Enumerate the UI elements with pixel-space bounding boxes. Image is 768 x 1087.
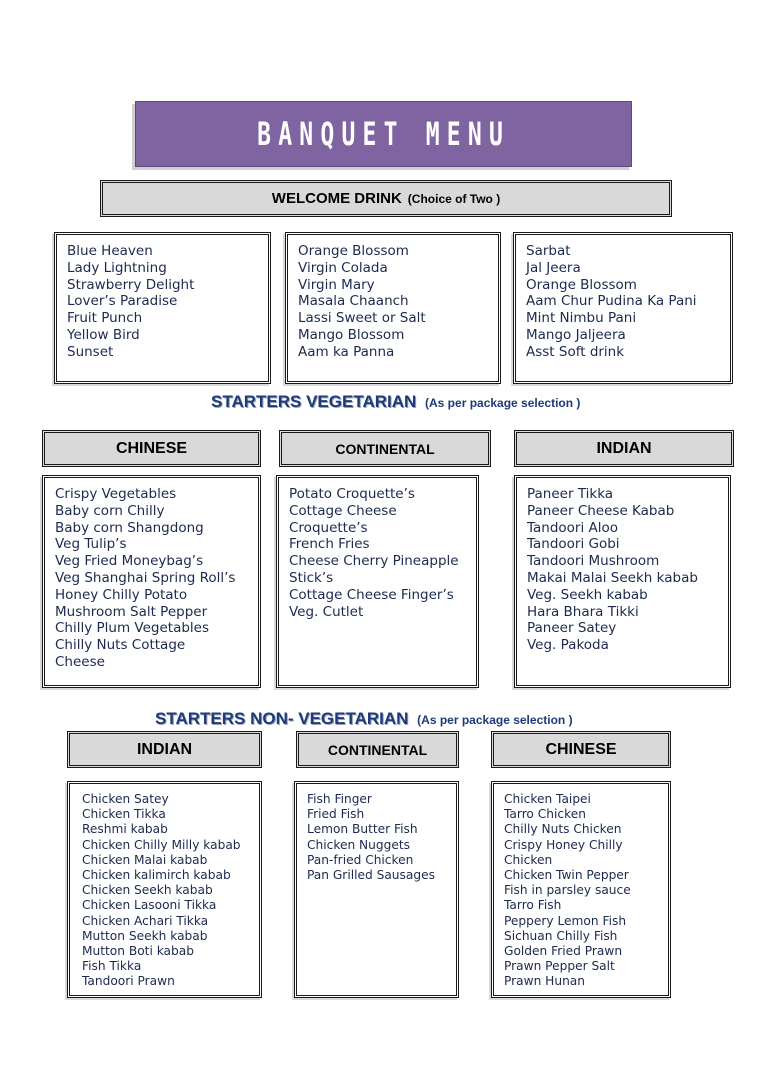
list-item: Cottage Cheese [289,502,397,519]
veg-indian-list [527,486,718,654]
nonveg-indian-list [82,792,249,990]
starters-veg-title: STARTERS VEGETARIAN [211,392,417,411]
list-item: Paneer Tikka [527,486,614,502]
list-item: Chicken Satey [82,792,169,806]
veg-chinese-box [42,475,261,688]
list-item: Cheese Cherry Pineapple [289,553,459,570]
list-item: Aam ka Panna [298,343,395,360]
list-item: Cheese [55,653,105,670]
list-item: Chicken Chilly Milly kabab [82,837,241,852]
list-item: Baby corn Chilly [55,502,165,519]
veg-indian-box [514,475,731,688]
list-item: Tandoori Mushroom [527,553,660,570]
nonveg-category-label: CONTINENTAL [327,741,428,758]
list-item: Fish in parsley sauce [504,883,631,898]
list-item: Jal Jeera [526,259,581,276]
list-item: Cottage Cheese Finger’s [289,586,454,603]
welcome-drink-box-2 [285,232,501,384]
list-item: Chicken Taipei [504,792,591,806]
starters-nonveg-title: STARTERS NON- VEGETARIAN [155,709,409,728]
list-item: Orange Blossom [298,243,409,259]
list-item: Mushroom Salt Pepper [55,603,208,620]
list-item: Reshmi kabab [82,822,168,837]
list-item: Chilly Nuts Chicken [504,822,622,837]
list-item: Chicken Seekh kabab [82,883,213,898]
starters-nonveg-heading [155,709,573,729]
list-item: Paneer Cheese Kabab [527,502,675,519]
welcome-drink-box-3 [513,232,733,384]
list-item: Fish Tikka [82,959,142,974]
list-item: Chicken Lasooni Tikka [82,898,217,913]
welcome-drink-heading: WELCOME DRINK [271,190,402,207]
list-item: Chicken Tikka [82,807,166,822]
menu-title: BANQUET MENU [257,115,510,153]
veg-category-label: CONTINENTAL [335,440,435,457]
nonveg-category-label: INDIAN [136,740,193,758]
veg-category-indian [514,430,734,467]
list-item: Prawn Hunan [504,974,585,989]
starters-veg-heading [211,392,580,412]
title-banner [135,101,632,167]
veg-chinese-list [55,486,248,671]
veg-category-label: INDIAN [596,439,652,457]
list-item: Masala Chaanch [298,293,409,310]
list-item: Tandoori Aloo [527,519,619,536]
list-item: Prawn Pepper Salt [504,959,615,974]
list-item: Hara Bhara Tikki [527,603,639,620]
list-item: Golden Fried Prawn [504,944,623,959]
list-item: Yellow Bird [67,326,140,343]
nonveg-indian-box [67,781,262,998]
starters-veg-note: (As per package selection ) [425,396,581,410]
list-item: Chicken [504,852,553,867]
list-item: Makai Malai Seekh kabab [527,569,698,586]
list-item: Potato Croquette’s [289,486,415,502]
list-item: Chicken kalimirch kabab [82,868,231,883]
welcome-drink-list-1 [67,243,258,361]
list-item: Stick’s [289,569,334,586]
nonveg-chinese-box [491,781,671,998]
welcome-drink-box-1 [54,232,271,384]
list-item: Crispy Honey Chilly [504,837,623,852]
list-item: Chicken Nuggets [307,837,410,852]
list-item: Strawberry Delight [67,276,195,293]
nonveg-category-label: CHINESE [545,740,617,758]
list-item: Fish Finger [307,792,372,806]
starters-nonveg-note: (As per package selection ) [417,713,573,727]
welcome-drink-note: (Choice of Two ) [407,191,501,206]
list-item: Chicken Achari Tikka [82,913,209,928]
list-item: Veg. Pakoda [527,637,609,654]
list-item: Pan-fried Chicken [307,852,414,867]
list-item: Veg. Seekh kabab [527,586,648,603]
welcome-drink-bar [100,180,672,217]
veg-continental-list [289,486,466,620]
list-item: Baby corn Shangdong [55,519,204,536]
list-item: Crispy Vegetables [55,486,177,502]
list-item: Orange Blossom [526,276,637,293]
veg-category-continental [279,430,491,467]
list-item: Mango Jaljeera [526,326,626,343]
nonveg-category-continental [296,731,459,768]
list-item: Croquette’s [289,519,368,536]
veg-category-label: CHINESE [115,439,188,457]
list-item: Tarro Fish [504,898,562,913]
list-item: Chicken Malai kabab [82,852,208,867]
list-item: Mutton Boti kabab [82,944,194,959]
nonveg-chinese-list [504,792,658,990]
nonveg-continental-box [294,781,459,998]
list-item: Paneer Satey [527,620,617,637]
list-item: Veg Shanghai Spring Roll’s [55,569,236,586]
list-item: Pan Grilled Sausages [307,868,435,883]
list-item: Sichuan Chilly Fish [504,928,618,943]
list-item: Veg. Cutlet [289,603,364,620]
nonveg-category-chinese [491,731,671,768]
list-item: Lemon Butter Fish [307,822,418,837]
list-item: Mutton Seekh kabab [82,928,208,943]
list-item: Veg Tulip’s [55,536,127,553]
list-item: Honey Chilly Potato [55,586,188,603]
list-item: Chilly Nuts Cottage [55,637,186,654]
list-item: Veg Fried Moneybag’s [55,553,204,570]
list-item: Aam Chur Pudina Ka Pani [526,293,697,310]
list-item: Peppery Lemon Fish [504,913,627,928]
list-item: Sunset [67,343,114,360]
list-item: Fried Fish [307,807,365,822]
nonveg-continental-list [307,792,446,883]
list-item: Lover’s Paradise [67,293,178,310]
list-item: French Fries [289,536,370,553]
welcome-drink-list-2 [298,243,488,361]
list-item: Tandoori Prawn [82,974,175,989]
list-item: Lassi Sweet or Salt [298,310,426,327]
list-item: Mint Nimbu Pani [526,310,637,327]
list-item: Chilly Plum Vegetables [55,620,209,637]
list-item: Virgin Mary [298,276,375,293]
list-item: Mango Blossom [298,326,405,343]
list-item: Lady Lightning [67,259,167,276]
nonveg-category-indian [67,731,262,768]
list-item: Sarbat [526,243,571,259]
list-item: Virgin Colada [298,259,388,276]
list-item: Chicken Twin Pepper [504,868,629,883]
veg-continental-box [276,475,479,688]
welcome-drink-list-3 [526,243,720,361]
list-item: Asst Soft drink [526,343,625,360]
list-item: Fruit Punch [67,310,143,327]
list-item: Tarro Chicken [504,807,586,822]
list-item: Tandoori Gobi [527,536,620,553]
list-item: Blue Heaven [67,243,153,259]
veg-category-chinese [42,430,261,467]
